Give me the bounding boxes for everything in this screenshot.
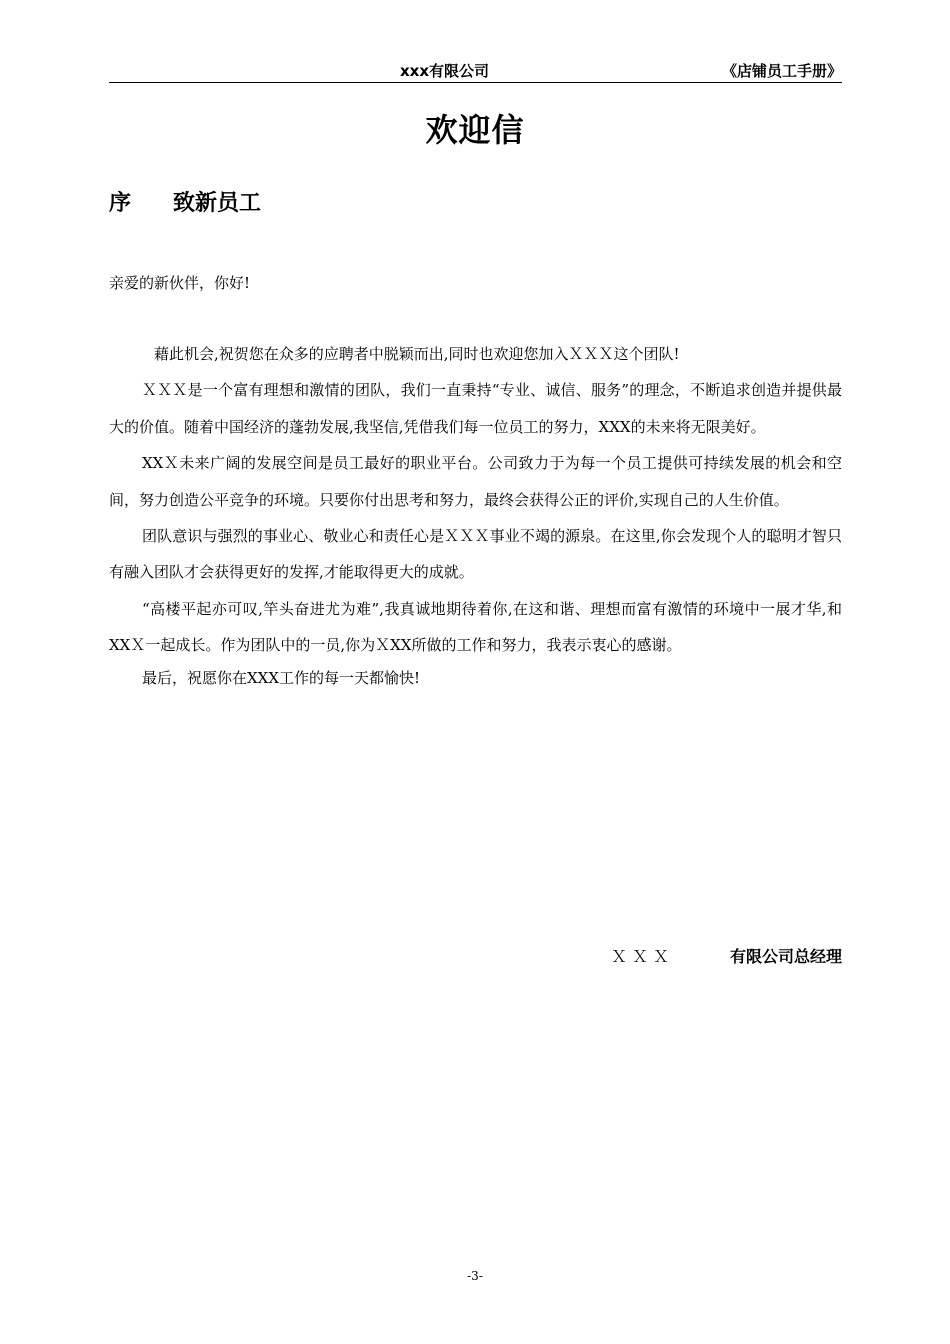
page-title: 欢迎信	[425, 111, 525, 149]
header-document-title: 《店铺员工手册》	[721, 62, 842, 80]
header-company-name: xxx有限公司	[400, 62, 490, 80]
signature-company: ＸＸＸ	[610, 947, 674, 966]
paragraph-career-platform: XXＸ未来广阔的发展空间是员工最好的职业平台。公司致力于为每一个员工提供可持续发展的机会和空间，努力创造公平竞争的环境。只要你付出思考和努力，最终会获得公正的评价,实现自己的人生价值。	[109, 454, 842, 509]
page-number: -3-	[467, 1269, 483, 1283]
letter-body	[109, 336, 842, 696]
paragraph-expectation: “高楼平起亦可叹,竿头奋进尤为难”,我真诚地期待着你,在这和谐、理想而富有激情的环境中一展才华,和XXＸ一起成长。作为团队中的一员,你为ＸXX所做的工作和努力，我表示衷心的感谢。	[109, 599, 842, 655]
section-number: 序	[109, 191, 132, 216]
page-header	[109, 58, 842, 83]
signature-block	[611, 944, 842, 967]
paragraph-team-spirit: 团队意识与强烈的事业心、敬业心和责任心是ＸＸＸ事业不竭的源泉。在这里,你会发现个人的聪明才智只有融入团队才会获得更好的发挥,才能取得更大的成就。	[109, 527, 842, 582]
salutation: 亲爱的新伙伴，你好!	[109, 274, 251, 292]
section-heading-text: 致新员工	[173, 191, 262, 216]
paragraph-team-philosophy: ＸＸＸ是一个富有理想和激情的团队，我们一直秉持“专业、诚信、服务”的理念，不断追求创造并提供最大的价值。随着中国经济的蓬勃发展,我坚信,凭借我们每一位员工的努力，XXX的未来将无限美好。	[109, 381, 842, 436]
section-heading	[109, 186, 261, 217]
paragraph-congratulations: 藉此机会,祝贺您在众多的应聘者中脱颖而出,同时也欢迎您加入ＸＸＸ这个团队!	[154, 345, 680, 363]
signature-title: 有限公司总经理	[729, 947, 842, 966]
paragraph-closing-wish: 最后，祝愿你在XXX工作的每一天都愉快!	[142, 668, 421, 687]
